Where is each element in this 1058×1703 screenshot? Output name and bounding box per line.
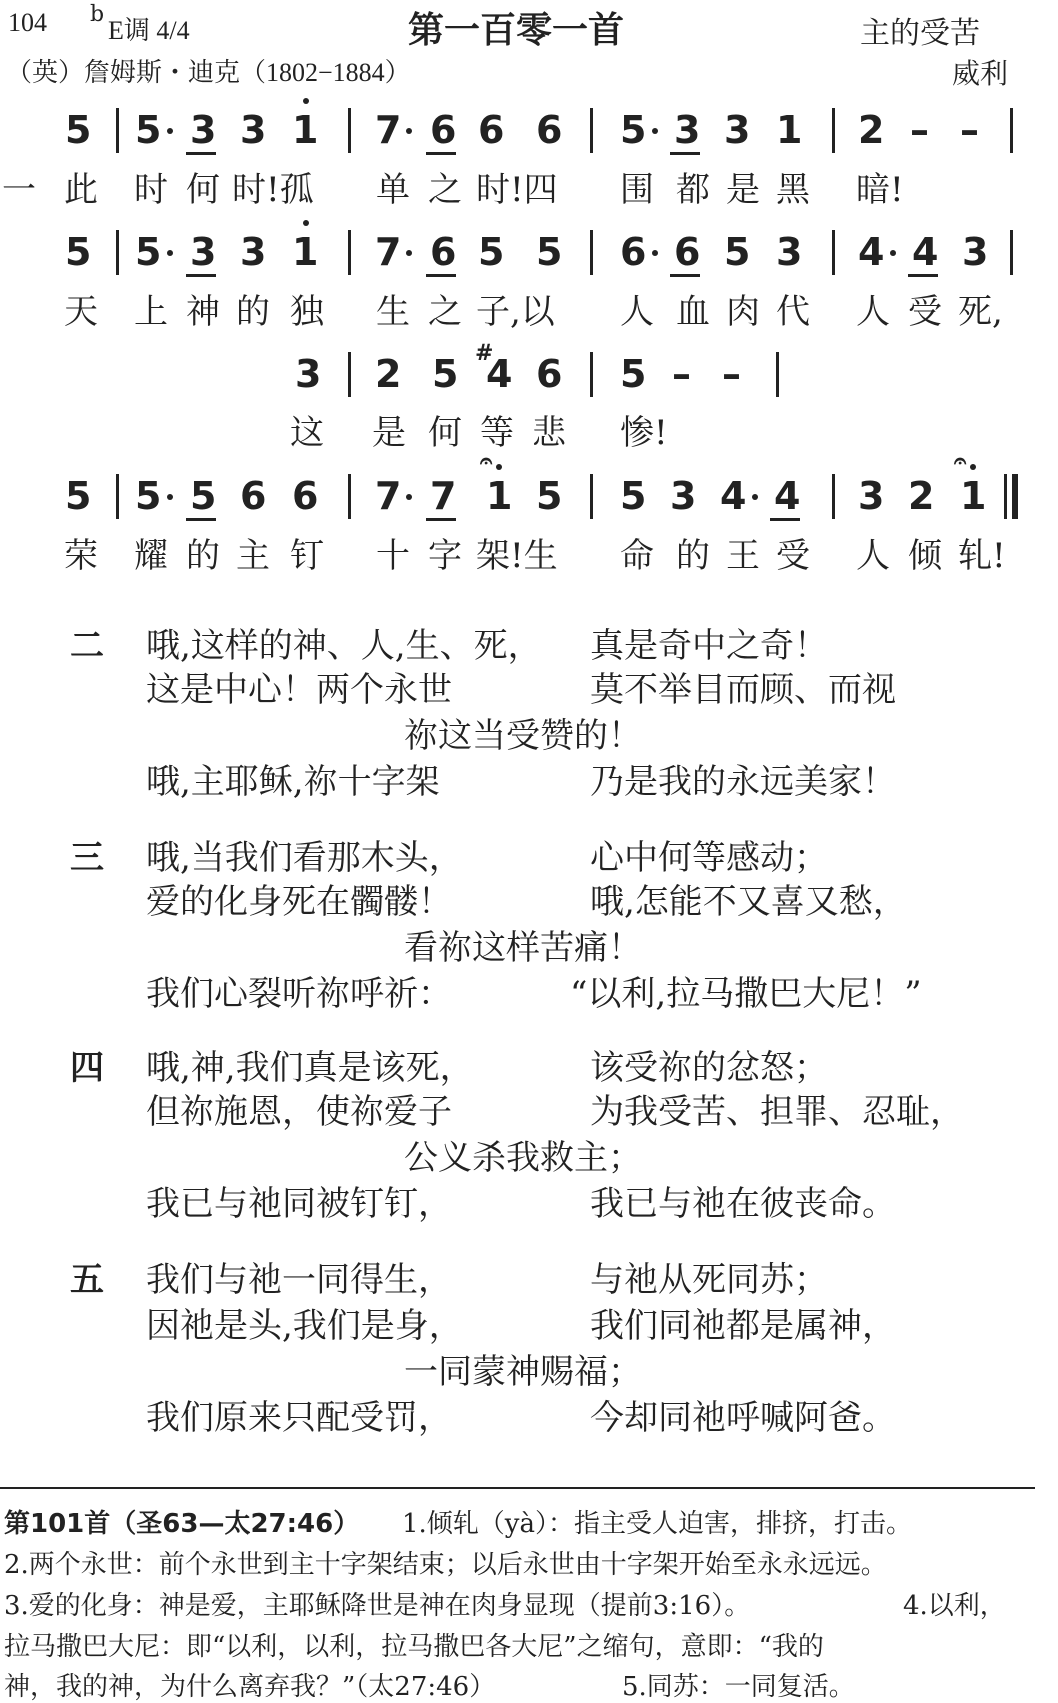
tune-name: 威利 [952, 59, 1009, 90]
note: 7 [430, 474, 457, 518]
note: 1 [486, 474, 513, 518]
verse-number: 二 [70, 626, 104, 666]
verse-line: 但祢施恩，使祢爱子 [146, 1092, 452, 1132]
fermata-icon: 𝄐 [954, 448, 967, 474]
underline [186, 274, 216, 277]
barline [1010, 230, 1013, 275]
high-octave-dot [970, 464, 976, 470]
note: 7 [375, 108, 402, 152]
note: 7 [375, 474, 402, 518]
note: 5 [620, 352, 647, 396]
note: 5 [135, 474, 162, 518]
note: 5 [65, 108, 92, 152]
verse-line: 我们心裂听祢呼祈： [146, 974, 452, 1014]
duration-dot [167, 250, 173, 256]
lyric: 这 [290, 413, 324, 453]
lyric: 之 [428, 170, 462, 210]
note: 1 [960, 474, 987, 518]
lyric: 此 [64, 170, 98, 210]
note: 5 [135, 230, 162, 274]
lyric: 人 [856, 292, 890, 332]
lyric: 十 [376, 536, 410, 576]
note: 6 [240, 474, 267, 518]
verse-line: 一同蒙神赐福； [404, 1352, 642, 1392]
footnote-4-start: 4.以利， [903, 1591, 1006, 1621]
footnote-3: 3.爱的化身：神是爱，主耶稣降世是神在肉身显现（提前3:16）。 [4, 1591, 751, 1621]
note: 1 [292, 230, 319, 274]
note: 5 [432, 352, 459, 396]
note: 3 [776, 230, 803, 274]
lyric: 死, [958, 292, 1003, 332]
lyric: 何 [186, 170, 220, 210]
note: 3 [190, 230, 217, 274]
barline [590, 230, 593, 275]
barline [832, 230, 835, 275]
lyric: 钉 [290, 536, 324, 576]
lyric: 命 [620, 536, 654, 576]
underline [426, 152, 456, 155]
verse-line: 为我受苦、担罪、忍耻， [590, 1092, 964, 1132]
verse-line: 乃是我的永远美家！ [590, 762, 896, 802]
barline [832, 108, 835, 153]
note: 5 [135, 108, 162, 152]
underline [770, 518, 800, 521]
note: 4 [486, 352, 513, 396]
lyric: 荣 [64, 536, 98, 576]
verse-line: 我们与祂一同得生， [146, 1260, 452, 1300]
note: 6 [430, 108, 457, 152]
barline [348, 474, 351, 519]
verse-line: 哦,这样的神、人,生、死， [146, 626, 542, 666]
note: 6 [674, 230, 701, 274]
lyric: 悲 [532, 413, 566, 453]
lyric: 的 [236, 292, 270, 332]
note: 5 [65, 474, 92, 518]
verse-line: 哦,主耶稣,祢十字架 [146, 762, 440, 802]
duration-dot [652, 128, 658, 134]
note: 5 [724, 230, 751, 274]
lyric: 受 [776, 536, 810, 576]
duration-dot [167, 128, 173, 134]
barline [116, 474, 119, 519]
lyric: 之 [428, 292, 462, 332]
barline [832, 474, 835, 519]
note: 3 [670, 474, 697, 518]
final-barline-thick [1012, 474, 1018, 519]
lyric: 轧! [958, 536, 1006, 576]
lyric: 受 [908, 292, 942, 332]
note: 3 [962, 230, 989, 274]
lyric: 上 [134, 292, 168, 332]
underline [908, 274, 938, 277]
lyric: 天 [64, 292, 98, 332]
verse-line: 莫不举目而顾、而视 [590, 670, 896, 710]
barline [776, 352, 779, 397]
footnote-2: 2.两个永世：前个永世到主十字架结束；以后永世由十字架开始至永永远远。 [4, 1550, 887, 1580]
lyric: 倾 [908, 536, 942, 576]
verse-line: 与祂从死同苏； [590, 1260, 828, 1300]
duration-dot [890, 250, 896, 256]
lyric: 主 [236, 536, 270, 576]
barline [116, 108, 119, 153]
lyric: 字 [428, 536, 462, 576]
barline [348, 108, 351, 153]
lyric: 一 [2, 170, 36, 210]
sharp-sign: # [475, 340, 494, 366]
lyric: 等 [480, 413, 514, 453]
note: 6 [536, 352, 563, 396]
barline [590, 474, 593, 519]
verse-line: 今却同祂呼喊阿爸。 [590, 1398, 896, 1438]
verse-number: 四 [70, 1048, 104, 1088]
barline [590, 352, 593, 397]
note: 5 [65, 230, 92, 274]
duration-dot [167, 494, 173, 500]
lyric: 惨! [620, 413, 668, 453]
underline [186, 152, 216, 155]
lyric: 单 [376, 170, 410, 210]
lyric: 是 [726, 170, 760, 210]
footnote-4-end: 神，我的神，为什么离弃我？”（太27:46） [4, 1672, 496, 1702]
hymn-title: 第一百零一首 [408, 10, 625, 51]
note: – [960, 108, 979, 152]
note: 3 [674, 108, 701, 152]
lyric: 生 [376, 292, 410, 332]
lyric: 子,以 [476, 292, 555, 332]
underline [670, 152, 700, 155]
barline [348, 352, 351, 397]
lyric: 神 [186, 292, 220, 332]
verse-line: 哦,当我们看那木头， [146, 838, 463, 878]
note: 6 [536, 108, 563, 152]
note: 4 [912, 230, 939, 274]
note: 3 [190, 108, 217, 152]
underline [426, 274, 456, 277]
note: 6 [292, 474, 319, 518]
verse-line: 我们同祂都是属神， [590, 1306, 896, 1346]
lyric: 时 [134, 170, 168, 210]
lyric: 独 [290, 292, 324, 332]
note: – [910, 108, 929, 152]
duration-dot [652, 250, 658, 256]
note: 5 [478, 230, 505, 274]
note: – [672, 352, 691, 396]
page-number: 104 [8, 8, 47, 37]
author: （英）詹姆斯・迪克（1802−1884） [6, 58, 411, 87]
footnote-4: 拉马撒巴大尼：即“以利，以利，拉马撒巴各大尼”之缩句，意即：“我的 [4, 1632, 824, 1662]
underline [186, 518, 216, 521]
footnote-5: 5.同苏：一同复活。 [622, 1672, 855, 1702]
key-signature: E调 4/4 [108, 16, 190, 45]
verse-line: 这是中心！两个永世 [146, 670, 452, 710]
fermata-icon: 𝄐 [480, 448, 493, 474]
note: 1 [292, 108, 319, 152]
duration-dot [406, 128, 412, 134]
note: 4 [858, 230, 885, 274]
barline [348, 230, 351, 275]
lyric: 代 [776, 292, 810, 332]
high-octave-dot [303, 98, 309, 104]
note: – [722, 352, 741, 396]
note: 1 [776, 108, 803, 152]
barline [590, 108, 593, 153]
note: 3 [724, 108, 751, 152]
note: 7 [375, 230, 402, 274]
verse-number: 五 [70, 1260, 104, 1300]
verse-line: “以利,拉马撒巴大尼！” [570, 974, 922, 1014]
lyric: 是 [372, 413, 406, 453]
verse-line: 哦,怎能不又喜又愁， [590, 882, 907, 922]
lyric: 人 [856, 536, 890, 576]
verse-line: 爱的化身死在髑髅！ [146, 882, 452, 922]
note: 5 [620, 474, 647, 518]
barline [116, 230, 119, 275]
duration-dot [406, 494, 412, 500]
note: 3 [240, 230, 267, 274]
verse-line: 我已与祂在彼丧命。 [590, 1184, 896, 1224]
lyric: 时!四 [476, 170, 558, 210]
lyric: 人 [620, 292, 654, 332]
lyric: 的 [676, 536, 710, 576]
lyric: 围 [620, 170, 654, 210]
note: 5 [536, 230, 563, 274]
note: 5 [190, 474, 217, 518]
lyric: 暗! [856, 170, 904, 210]
lyric: 都 [676, 170, 710, 210]
footnote-reference: 第101首（圣63—太27:46） [4, 1509, 360, 1539]
lyric: 黑 [776, 170, 810, 210]
note: 4 [720, 474, 747, 518]
note: 5 [620, 108, 647, 152]
lyric: 何 [428, 413, 462, 453]
verse-line: 哦,神,我们真是该死， [146, 1048, 474, 1088]
note: 2 [858, 108, 885, 152]
note: 6 [620, 230, 647, 274]
footnote-1: 1.倾轧（yà）：指主受人迫害，排挤，打击。 [402, 1509, 912, 1539]
lyric: 的 [186, 536, 220, 576]
note: 2 [375, 352, 402, 396]
verse-line: 该受祢的忿怒； [590, 1048, 828, 1088]
note: 3 [858, 474, 885, 518]
verse-line: 公义杀我救主； [404, 1138, 642, 1178]
underline [426, 518, 456, 521]
verse-line: 因祂是头,我们是身， [146, 1306, 463, 1346]
verse-line: 祢这当受赞的！ [404, 716, 642, 756]
lyric: 时!孤 [232, 170, 314, 210]
verse-line: 真是奇中之奇！ [590, 626, 828, 666]
key-flat: b [90, 2, 105, 27]
final-barline-thin [1004, 474, 1007, 519]
lyric: 耀 [134, 536, 168, 576]
note: 4 [774, 474, 801, 518]
high-octave-dot [496, 464, 502, 470]
verse-line: 我已与祂同被钉钉， [146, 1184, 452, 1224]
lyric: 王 [726, 536, 760, 576]
barline [1010, 108, 1013, 153]
note: 3 [240, 108, 267, 152]
divider [0, 1487, 1035, 1489]
verse-line: 心中何等感动； [590, 838, 828, 878]
lyric: 血 [676, 292, 710, 332]
lyric: 肉 [726, 292, 760, 332]
lyric: 架!生 [476, 536, 558, 576]
underline [670, 274, 700, 277]
verse-number: 三 [70, 838, 104, 878]
duration-dot [752, 494, 758, 500]
high-octave-dot [303, 220, 309, 226]
note: 6 [430, 230, 457, 274]
note: 2 [908, 474, 935, 518]
note: 6 [478, 108, 505, 152]
note: 5 [536, 474, 563, 518]
hymn-category: 主的受苦 [860, 17, 980, 50]
verse-line: 我们原来只配受罚， [146, 1398, 452, 1438]
duration-dot [406, 250, 412, 256]
note: 3 [295, 352, 322, 396]
verse-line: 看祢这样苦痛！ [404, 928, 642, 968]
